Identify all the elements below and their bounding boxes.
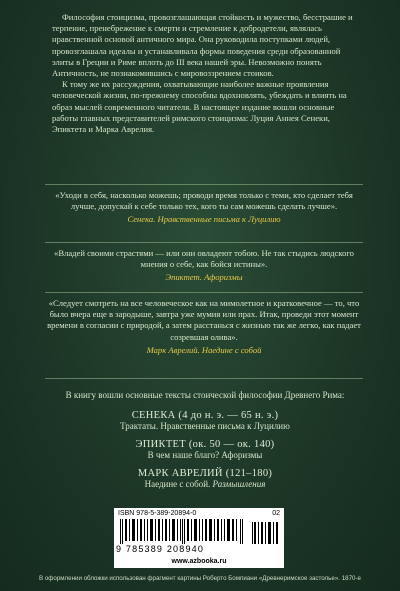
quote-attribution: Марк Аврелий. Наедине с собой [146,344,262,355]
publisher-site: www.azbooka.ru [114,556,284,568]
divider [45,184,363,185]
quote-epictetus [45,248,363,284]
barcode-digits: 9 785389 208940 [116,544,205,554]
divider [45,292,363,293]
work-marcus-aurelius [60,468,350,491]
intro-paragraph-1: Философия стоицизма, провозглашающая стойкость и мужество, бесстрашие и терпение, пренебрежение к смерти и стремление к добродетели, являлась нравственной основой античного мира. Она руководила поступками людей, провозглашала идеалы и устанавливала формы поведения среди образованной элиты в Греции и Риме вплоть до III века нашей эры. Невозможно понять Античность, не познакомившись с мировоззрением стоиков. [52,12,353,79]
isbn-label: ISBN 978-5-389-20894-0 [118,510,197,517]
divider [45,378,363,379]
work-author: СЕНЕКА (4 до н. э. — 65 н. э.) [131,409,279,421]
intro-paragraph-2: К тому же их рассуждения, охватывающие наиболее важные проявления человеческой жизни, по-прежнему способны вдохновлять, убеждать и влиять на образ мыслей современного читателя. В настоящее издание вошли основные работы главных представителей римского стоицизма: Луция Аннея Сенеки, Эпиктета и Марка Аврелия. [52,79,347,135]
work-author: ЭПИКТЕТ (ок. 50 — ок. 140) [135,438,275,450]
divider [45,242,363,243]
quote-attribution: Сенека. Нравственные письма к Луцилию [127,214,281,225]
work-author: МАРК АВРЕЛИЙ (121–180) [137,467,273,479]
work-seneca [60,410,350,433]
intro-text [52,12,362,135]
cover-credit: В оформлении обложки использован фрагмент картины Роберто Бомпиани «Древнеримское застолье». 1870-е [39,575,361,582]
contents-list [60,390,350,497]
quote-text: «Следует смотреть на все человеческое как на мимолетное и кратковечное — то, что было вчера еще в зародыше, завтра уже мумия или прах. Итак, проведи этот момент времени в согласии с природой, а затем расстанься с жизнью так же легко, как падает созревшая олива». [47,298,361,342]
work-title: Трактаты. Нравственные письма к Луцилию [120,421,290,431]
quote-marcus-aurelius [45,298,363,356]
barcode-bars [118,519,280,544]
isbn-addon: 02 [272,510,280,517]
quote-text: «Владей своими страстями — или они овладеют тобою. Не так стыдись людского мнения о себе, как бойся истины». [54,248,354,270]
work-title: В чем наше благо? Афоризмы [147,450,263,460]
quote-seneca [45,190,363,226]
work-epictetus [60,439,350,462]
contents-lead: В книгу вошли основные тексты стоической философии Древнего Рима: [65,390,345,400]
work-title: Наедине с собой. Размышления [144,479,266,489]
quote-attribution: Эпиктет. Афоризмы [165,272,243,283]
barcode [114,508,284,556]
quote-text: «Уходи в себя, насколько можешь; проводи время только с теми, кто сделает тебя лучше, допускай к себе только тех, кого ты сам можешь сделать лучше». [55,190,353,212]
